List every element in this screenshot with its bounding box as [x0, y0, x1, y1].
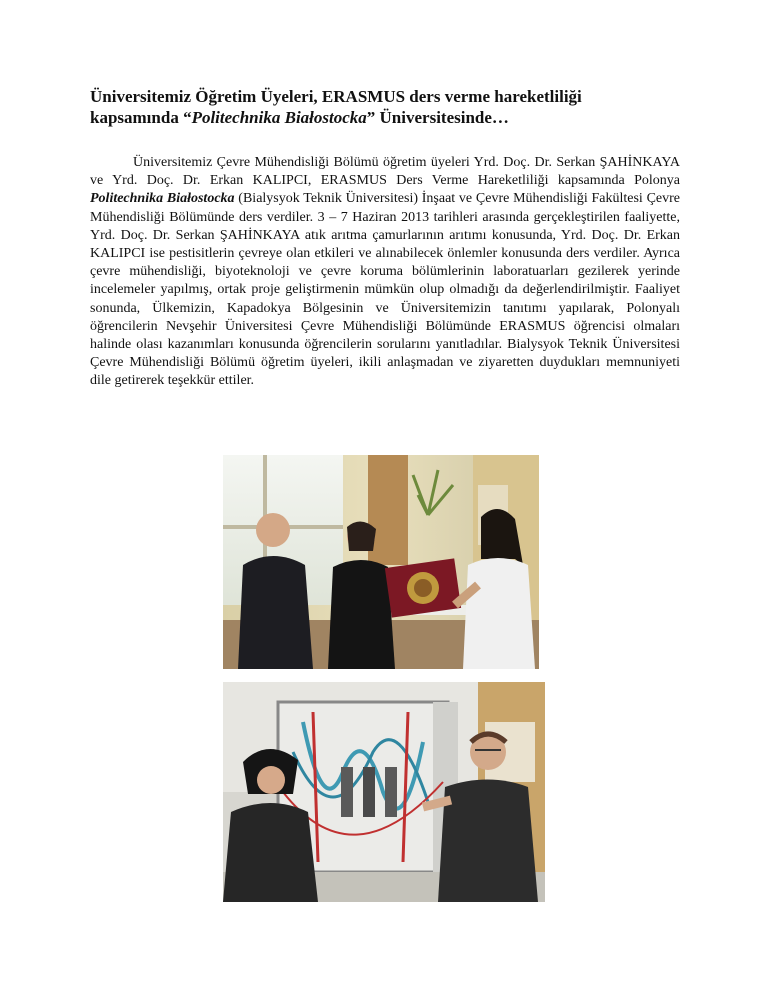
title-line-1: Üniversitemiz Öğretim Üyeleri, ERASMUS ders verme hareketliliği	[90, 87, 582, 106]
title-line-2	[90, 107, 680, 128]
photo-plaque-presentation-image	[223, 455, 539, 669]
photo-plaque-presentation	[223, 455, 539, 669]
paragraph-university-name: Politechnika Białostocka	[90, 191, 235, 207]
paragraph-part-2: (Bialysyok Teknik Üniversitesi) İnşaat ve Çevre Mühendisliği Fakültesi Çevre Mühendisliği Bölümünde ders verdiler. 3 – 7 Haziran 2013 tarihleri arasında gerçekleştirilen faaliyette, Yrd. Doç. Dr. Serkan ŞAHİNKAYA atık arıtma çamurlarının arıtımı konusunda, Yrd. Doç. Dr. Erkan KALIPCI ise pestisitlerin çevreye olan etkileri ve alınabilecek önlemler konusunda ders verdiler. Ayrıca çevre mühendisliği, biyoteknoloji ve çevre koruma bölümlerinin laboratuarları gezilerek yerinde incelemeler yapılmış, ortak proje geliştirmenin mümkün olup olmadığı da değerlendirilmiştir. Faaliyet sonunda, Ülkemizin, Kapadokya Bölgesinin ve Üniversitemizin tanıtımı yapılarak, Polonyalı öğrencilerin Nevşehir Üniversitesi Çevre Mühendisliği Bölümünde ERASMUS öğrencisi olmaları halinde olası kazanımları konusunda öğrencilerin sorularını yanıtladılar. Bialysyok Teknik Üniversitesi Çevre Mühendisliği Bölümü öğretim üyeleri, ikili anlaşmadan ve ziyaretten duydukları memnuniyeti dile getirerek teşekkür ettiler.	[90, 191, 681, 389]
article-paragraph	[90, 154, 680, 391]
photo-laboratory-image	[223, 682, 545, 902]
title-university-name: Politechnika Białostocka	[191, 108, 367, 127]
title-line-2-suffix: ” Üniversitesinde…	[366, 108, 509, 127]
photo-laboratory	[223, 682, 545, 902]
page-title	[90, 86, 680, 128]
title-line-2-prefix: kapsamında “	[90, 108, 192, 127]
paragraph-part-1: Üniversitemiz Çevre Mühendisliği Bölümü öğretim üyeleri Yrd. Doç. Dr. Serkan ŞAHİNKAYA ve Yrd. Doç. Dr. Erkan KALIPCI, ERASMUS Ders Verme Hareketliliği kapsamında Polonya	[90, 155, 680, 189]
